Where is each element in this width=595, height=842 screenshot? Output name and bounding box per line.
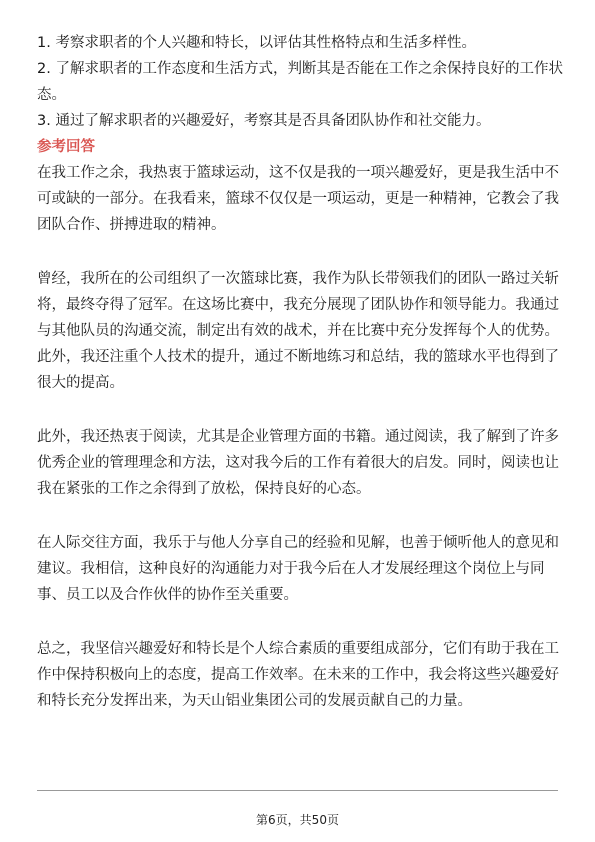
- text-line: 建议。我相信，这种良好的沟通能力对于我今后在人才发展经理这个岗位上与同: [37, 561, 545, 577]
- text-line: 作中保持积极向上的态度，提高工作效率。在未来的工作中，我会将这些兴趣爱好: [37, 667, 559, 683]
- list-item-2: [37, 56, 563, 108]
- list-item-1: [37, 30, 560, 56]
- text-line: 态。: [37, 87, 66, 103]
- paragraph-5: [37, 636, 560, 714]
- text-line: 曾经，我所在的公司组织了一次篮球比赛，我作为队长带领我们的团队一路过关斩: [37, 271, 559, 287]
- text-line: 团队合作、拼搏进取的精神。: [37, 217, 226, 233]
- text-line: 可或缺的一部分。在我看来，篮球不仅仅是一项运动，更是一种精神，它教会了我: [37, 191, 559, 207]
- text-line: 将，最终夺得了冠军。在这场比赛中，我充分展现了团队协作和领导能力。我通过: [37, 297, 559, 313]
- footer-divider: [37, 790, 558, 791]
- page-number: 第6页，共50页: [256, 813, 339, 827]
- text-line: 2. 了解求职者的工作态度和生活方式，判断其是否能在工作之余保持良好的工作状: [37, 61, 563, 77]
- text-line: 在人际交往方面，我乐于与他人分享自己的经验和见解，也善于倾听他人的意见和: [37, 535, 559, 551]
- text-line: 事、员工以及合作伙伴的协作至关重要。: [37, 587, 298, 603]
- text-line: 优秀企业的管理理念和方法，这对我今后的工作有着很大的启发。同时，阅读也让: [37, 455, 559, 471]
- document-body: [37, 30, 563, 714]
- text-line: 1. 考察求职者的个人兴趣和特长，以评估其性格特点和生活多样性。: [37, 35, 476, 51]
- text-line: 与其他队员的沟通交流，制定出有效的战术，并在比赛中充分发挥每个人的优势。: [37, 323, 559, 339]
- text-line: 总之，我坚信兴趣爱好和特长是个人综合素质的重要组成部分，它们有助于我在工: [37, 641, 559, 657]
- paragraph-4: [37, 530, 560, 608]
- paragraph-2: [37, 266, 560, 396]
- paragraph-1: [37, 160, 560, 238]
- text-line: 在我工作之余，我热衷于篮球运动，这不仅是我的一项兴趣爱好，更是我生活中不: [37, 165, 559, 181]
- list-item-3: [37, 108, 560, 134]
- answer-section: [37, 160, 560, 714]
- text-line: 3. 通过了解求职者的兴趣爱好，考察其是否具备团队协作和社交能力。: [37, 113, 491, 129]
- text-line: 很大的提高。: [37, 375, 124, 391]
- list-section: [37, 30, 563, 134]
- text-line: 此外，我还热衷于阅读，尤其是企业管理方面的书籍。通过阅读，我了解到了许多: [37, 429, 559, 445]
- answer-heading: 参考回答: [37, 139, 95, 155]
- text-line: 此外，我还注重个人技术的提升，通过不断地练习和总结，我的篮球水平也得到了: [37, 349, 559, 365]
- text-line: 我在紧张的工作之余得到了放松，保持良好的心态。: [37, 481, 371, 497]
- paragraph-3: [37, 424, 560, 502]
- text-line: 和特长充分发挥出来，为天山铝业集团公司的发展贡献自己的力量。: [37, 693, 472, 709]
